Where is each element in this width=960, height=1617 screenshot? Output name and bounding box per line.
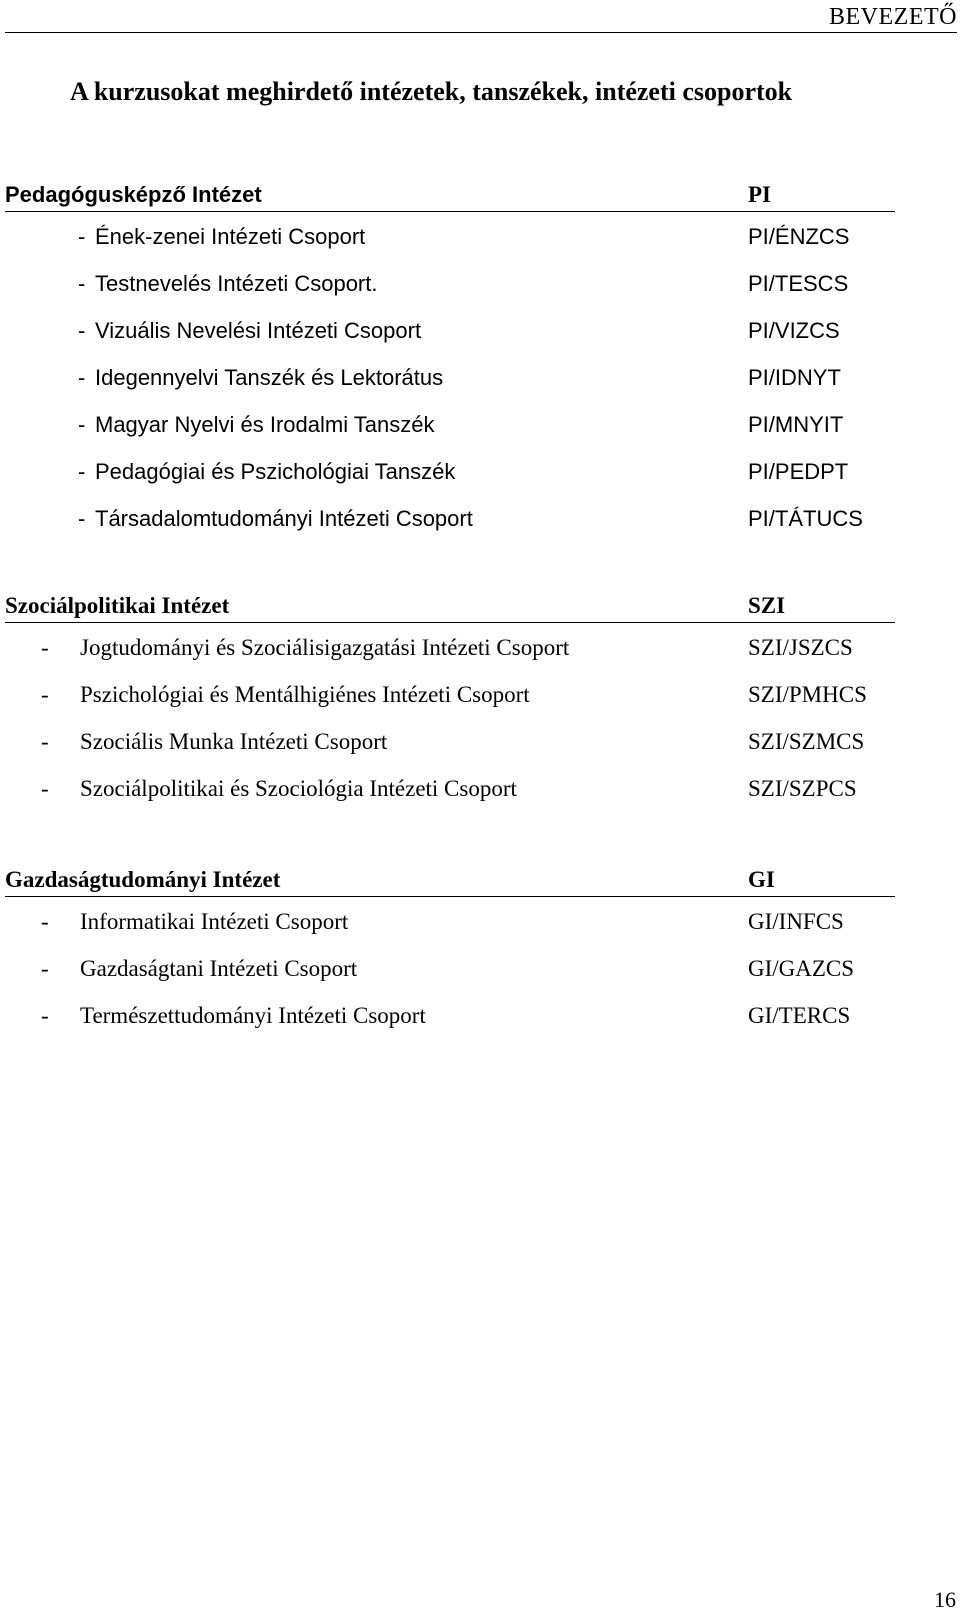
unit-label: Idegennyelvi Tanszék és Lektorátus <box>95 365 444 390</box>
unit-label: Vizuális Nevelési Intézeti Csoport <box>95 318 422 343</box>
list-item: - Gazdaságtani Intézeti Csoport GI/GAZCS <box>41 956 855 981</box>
unit-code: SZI/PMHCS <box>748 682 867 707</box>
document-title: A kurzusokat meghirdető intézetek, tanszékek, intézeti csoportok <box>70 77 793 106</box>
section-gazdasagtudomanyi-intezet <box>5 866 895 1038</box>
unit-code: PI/TÁTUCS <box>748 506 863 531</box>
unit-code: PI/MNYIT <box>748 412 844 437</box>
unit-label: Magyar Nyelvi és Irodalmi Tanszék <box>95 412 435 437</box>
institute-code: SZI <box>748 593 786 618</box>
unit-label: Szociálpolitikai és Szociológia Intézeti Csoport <box>80 776 517 801</box>
unit-label: Informatikai Intézeti Csoport <box>80 909 349 934</box>
unit-label: Társadalomtudományi Intézeti Csoport <box>95 506 473 531</box>
list-item: - Természettudományi Intézeti Csoport GI/TERCS <box>41 1003 851 1028</box>
list-item: - Testnevelés Intézeti Csoport. PI/TESCS <box>78 271 849 296</box>
list-item: - Magyar Nyelvi és Irodalmi Tanszék PI/MNYIT <box>78 412 844 437</box>
section-heading <box>5 866 895 897</box>
running-header <box>5 0 957 33</box>
section-szocialpolitikai-intezet <box>5 592 895 811</box>
unit-code: PI/VIZCS <box>748 318 840 343</box>
institute-name: Szociálpolitikai Intézet <box>5 593 230 618</box>
section-heading <box>5 181 895 212</box>
unit-code: GI/INFCS <box>748 909 844 934</box>
unit-label: Természettudományi Intézeti Csoport <box>80 1003 426 1028</box>
list-item: - Szociális Munka Intézeti Csoport SZI/SZMCS <box>41 729 865 754</box>
unit-label: Szociális Munka Intézeti Csoport <box>80 729 388 754</box>
unit-label: Ének-zenei Intézeti Csoport <box>95 224 366 249</box>
list-item: - Vizuális Nevelési Intézeti Csoport PI/VIZCS <box>78 318 840 343</box>
list-item: - Informatikai Intézeti Csoport GI/INFCS <box>41 909 844 934</box>
unit-code: GI/GAZCS <box>748 956 855 981</box>
unit-label: Testnevelés Intézeti Csoport. <box>95 271 378 296</box>
unit-label: Jogtudományi és Szociálisigazgatási Intézeti Csoport <box>80 635 570 660</box>
section-heading <box>5 592 895 623</box>
unit-label: Pszichológiai és Mentálhigiénes Intézeti Csoport <box>80 682 530 707</box>
unit-code: PI/IDNYT <box>748 365 841 390</box>
unit-label: Gazdaságtani Intézeti Csoport <box>80 956 358 981</box>
unit-code: SZI/JSZCS <box>748 635 853 660</box>
list-item: - Pedagógiai és Pszichológiai Tanszék PI/PEDPT <box>78 459 849 484</box>
list-item: - Ének-zenei Intézeti Csoport PI/ÉNZCS <box>78 224 850 249</box>
unit-code: SZI/SZMCS <box>748 729 865 754</box>
institute-name: Pedagógusképző Intézet <box>5 182 262 207</box>
unit-code: GI/TERCS <box>748 1003 851 1028</box>
institute-code: GI <box>748 867 775 892</box>
unit-label: Pedagógiai és Pszichológiai Tanszék <box>95 459 456 484</box>
unit-code: PI/ÉNZCS <box>748 224 850 249</box>
unit-code: PI/TESCS <box>748 271 849 296</box>
unit-code: PI/PEDPT <box>748 459 849 484</box>
page-number: 16 <box>934 1587 956 1612</box>
list-item: - Szociálpolitikai és Szociológia Intézeti Csoport SZI/SZPCS <box>41 776 857 801</box>
list-item: - Társadalomtudományi Intézeti Csoport PI/TÁTUCS <box>78 506 863 531</box>
section-pedagoguskepzo-intezet <box>5 181 895 541</box>
list-item: - Jogtudományi és Szociálisigazgatási Intézeti Csoport SZI/JSZCS <box>41 635 853 660</box>
running-header-title: BEVEZETŐ <box>829 4 957 30</box>
institute-name: Gazdaságtudományi Intézet <box>5 867 281 892</box>
list-item: - Pszichológiai és Mentálhigiénes Intézeti Csoport SZI/PMHCS <box>41 682 867 707</box>
institute-code: PI <box>748 182 771 207</box>
unit-code: SZI/SZPCS <box>748 776 857 801</box>
list-item: - Idegennyelvi Tanszék és Lektorátus PI/IDNYT <box>78 365 841 390</box>
